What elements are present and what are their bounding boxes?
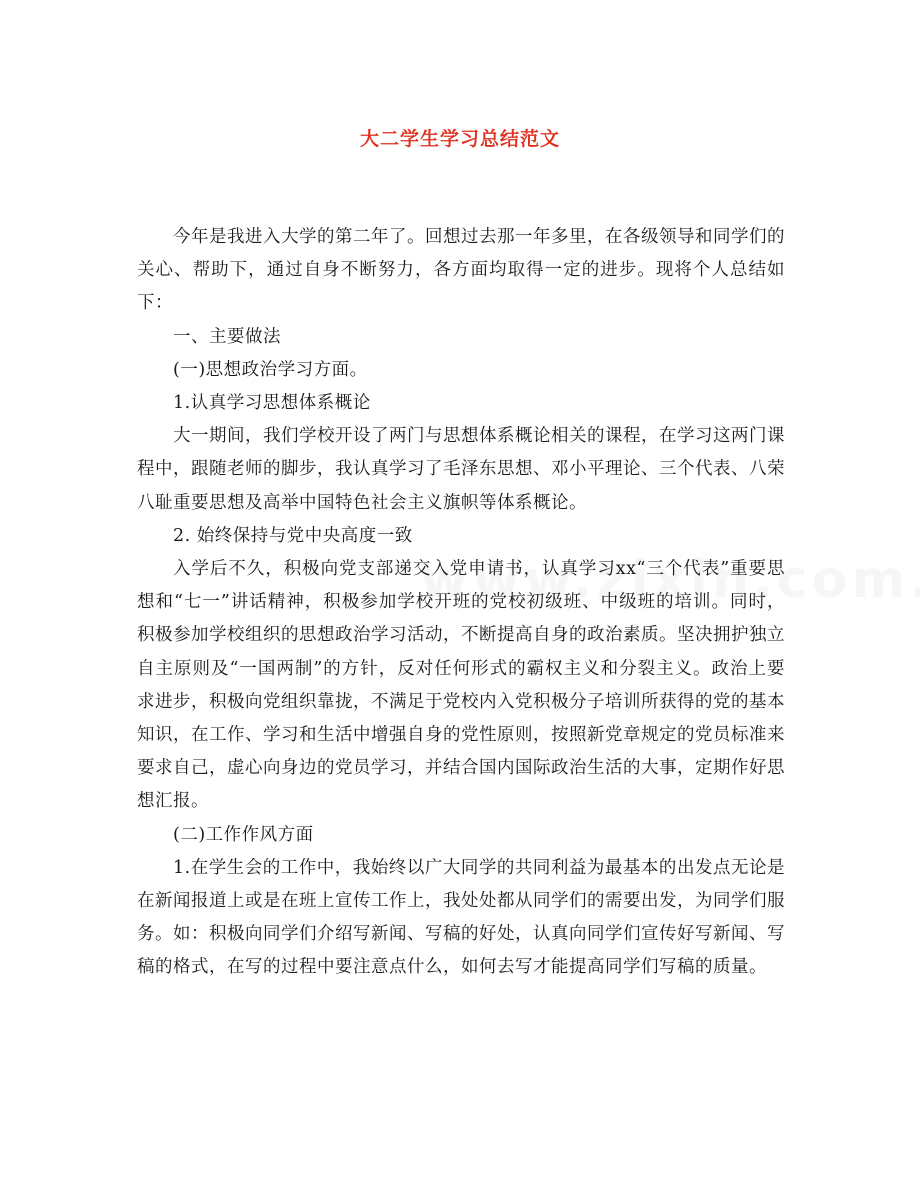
paragraph-first-year: 大一期间，我们学校开设了两门与思想体系概论相关的课程，在学习这两门课程中，跟随老师的脚步，我认真学习了毛泽东思想、邓小平理论、三个代表、八荣八耻重要思想及高举中国特色社会主义旗帜等体系概论。 xyxy=(137,426,785,513)
subheading-work-style: (二)工作作风方面 xyxy=(173,824,314,845)
paragraph-student-union: 1.在学生会的工作中，我始终以广大同学的共同利益为最基本的出发点无论是在新闻报道上或是在班上宣传工作上，我处处都从同学们的需要出发，为同学们服务。如：积极向同学们介绍写新闻、写稿的好处，认真向同学们宣传好写新闻、写稿的格式，在写的过程中要注意点什么，如何去写才能提高同学们写稿的质量。 xyxy=(137,857,785,978)
item-study-theory: 1.认真学习思想体系概论 xyxy=(173,393,371,414)
paragraph-party-application: 入学后不久，积极向党支部递交入党申请书，认真学习xx“三个代表”重要思想和“七一”讲话精神，积极参加学校开班的党校初级班、中级班的培训。同时，积极参加学校组织的思想政治学习活动，不断提高自身的政治素质。坚决拥护独立自主原则及“一国两制”的方针，反对任何形式的霸权主义和分裂主义。政治上要求进步，积极向党组织靠拢，不满足于党校内入党积极分子培训所获得的党的基本知识，在工作、学习和生活中增强自身的党性原则，按照新党章规定的党员标准来要求自己，虚心向身边的党员学习，并结合国内国际政治生活的大事，定期作好思想汇报。 xyxy=(137,559,785,812)
subheading-political-study: (一)思想政治学习方面。 xyxy=(173,359,368,380)
heading-main-practices: 一、主要做法 xyxy=(173,326,281,347)
paragraph-intro: 今年是我进入大学的第二年了。回想过去那一年多里，在各级领导和同学们的关心、帮助下，通过自身不断努力，各方面均取得一定的进步。现将个人总结如下： xyxy=(137,227,785,314)
document-title: 大二学生学习总结范文 xyxy=(359,128,560,150)
item-keep-consistent: 2. 始终保持与党中央高度一致 xyxy=(173,525,413,546)
document-body xyxy=(137,221,785,985)
